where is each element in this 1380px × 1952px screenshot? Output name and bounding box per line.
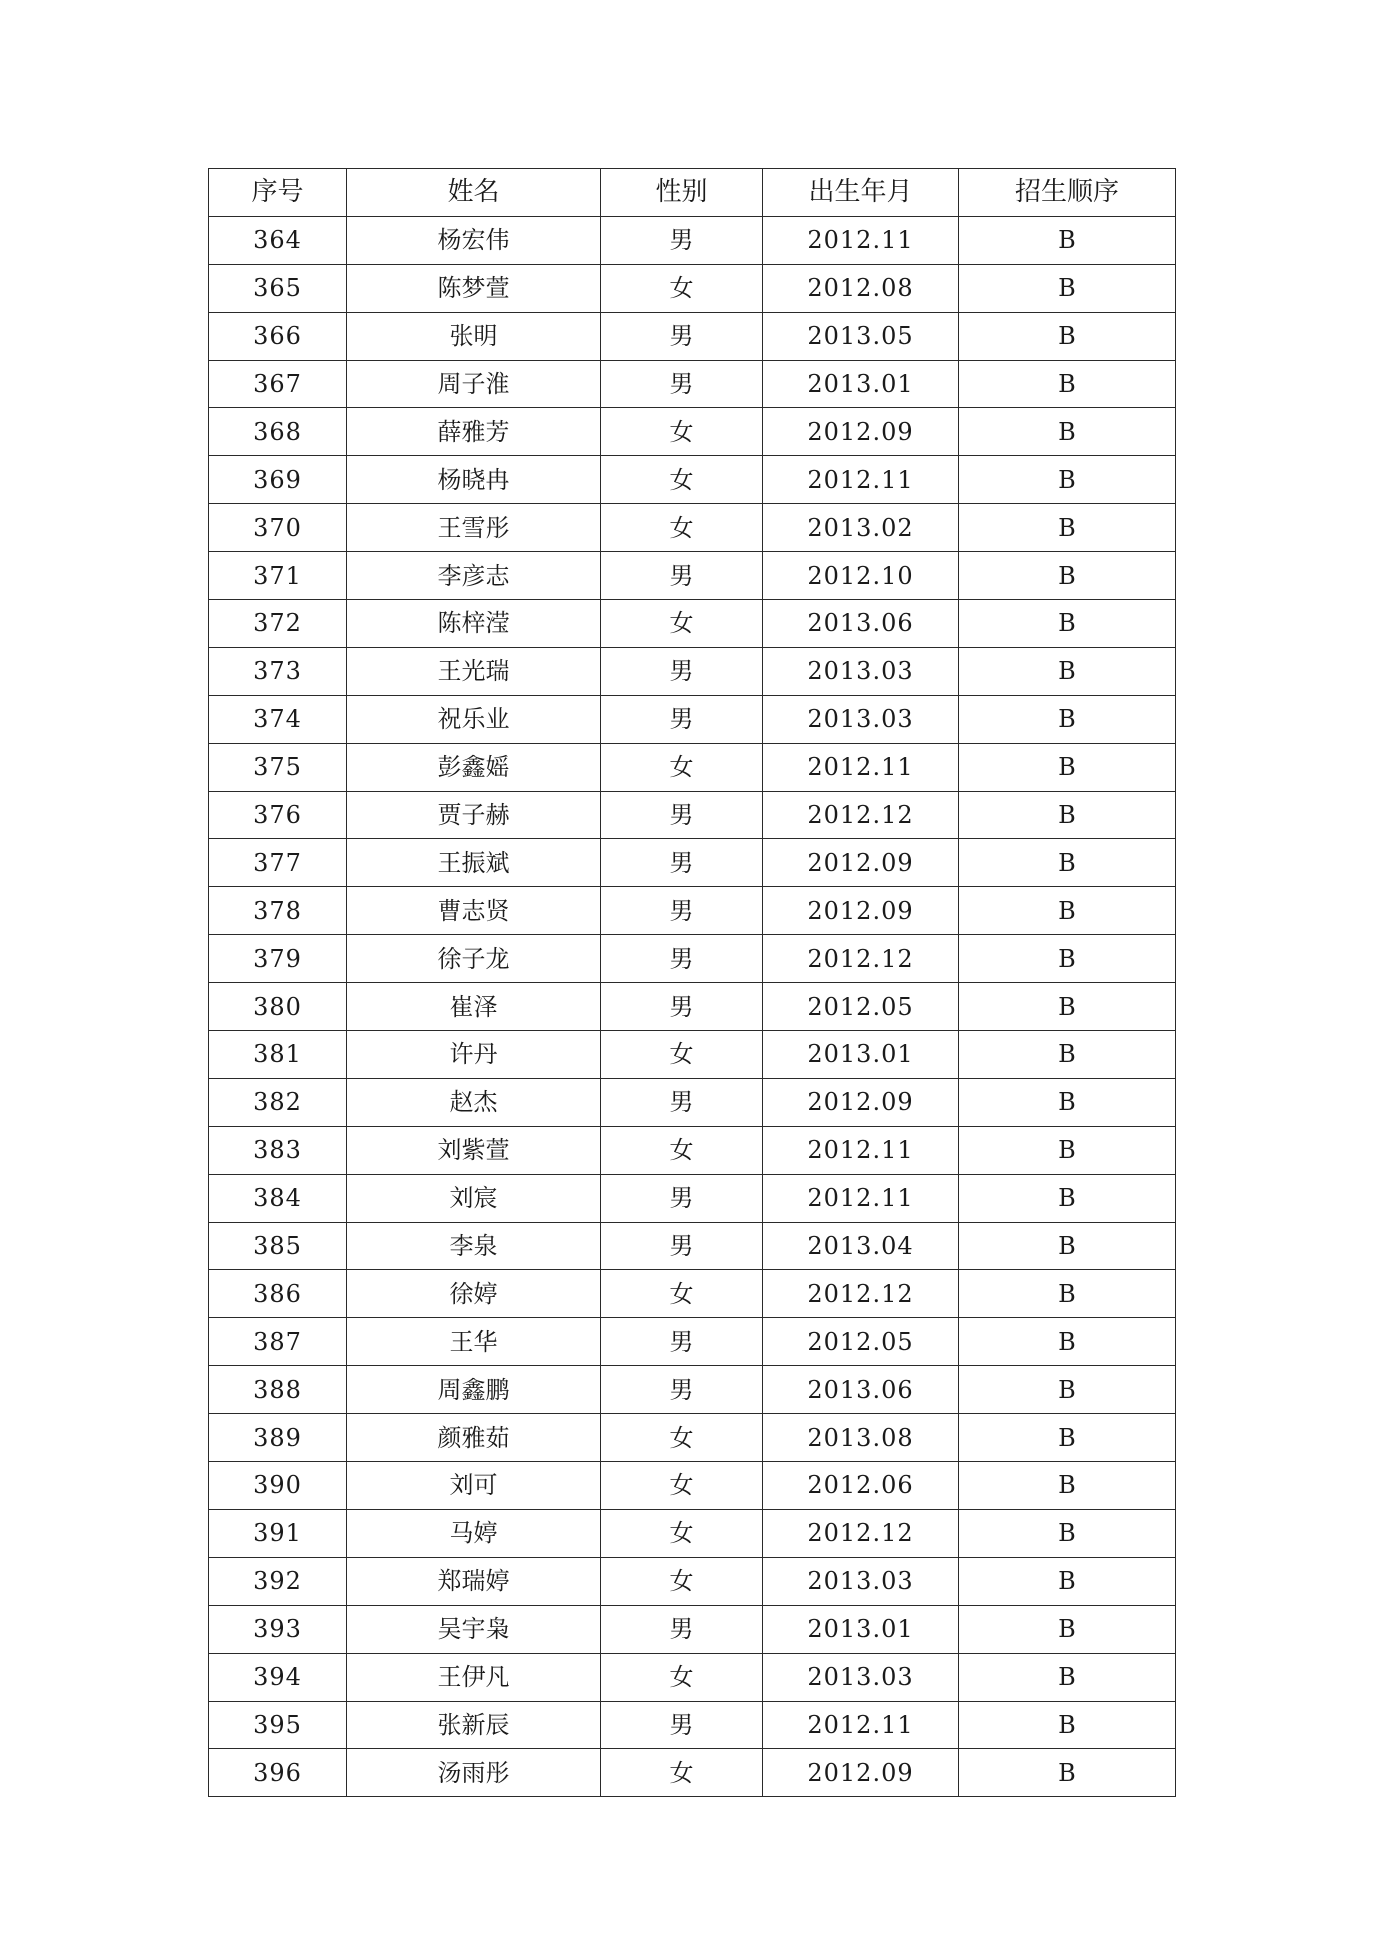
cell-birth-date: 2012.05	[763, 983, 959, 1031]
cell-gender: 女	[601, 1270, 763, 1318]
cell-name: 祝乐业	[347, 695, 601, 743]
cell-birth-date: 2012.09	[763, 887, 959, 935]
cell-name: 周鑫鹏	[347, 1366, 601, 1414]
cell-birth-date: 2013.02	[763, 504, 959, 552]
cell-admission-order: B	[959, 504, 1176, 552]
cell-gender: 男	[601, 887, 763, 935]
cell-birth-date: 2013.03	[763, 1557, 959, 1605]
cell-name: 杨宏伟	[347, 216, 601, 264]
cell-serial-number: 381	[209, 1031, 347, 1079]
cell-serial-number: 367	[209, 360, 347, 408]
cell-admission-order: B	[959, 1174, 1176, 1222]
cell-admission-order: B	[959, 1031, 1176, 1079]
table-row	[209, 1701, 1176, 1749]
cell-birth-date: 2012.05	[763, 1318, 959, 1366]
cell-birth-date: 2013.06	[763, 600, 959, 648]
cell-serial-number: 377	[209, 839, 347, 887]
cell-serial-number: 389	[209, 1414, 347, 1462]
cell-name: 崔泽	[347, 983, 601, 1031]
cell-name: 汤雨彤	[347, 1749, 601, 1797]
cell-serial-number: 372	[209, 600, 347, 648]
cell-admission-order: B	[959, 1509, 1176, 1557]
header-serial-number: 序号	[209, 169, 347, 217]
cell-serial-number: 385	[209, 1222, 347, 1270]
cell-birth-date: 2012.11	[763, 456, 959, 504]
cell-admission-order: B	[959, 983, 1176, 1031]
header-birth-date: 出生年月	[763, 169, 959, 217]
cell-birth-date: 2012.09	[763, 408, 959, 456]
cell-admission-order: B	[959, 1557, 1176, 1605]
cell-admission-order: B	[959, 264, 1176, 312]
header-gender: 性别	[601, 169, 763, 217]
cell-gender: 男	[601, 1174, 763, 1222]
cell-serial-number: 392	[209, 1557, 347, 1605]
cell-gender: 男	[601, 839, 763, 887]
cell-gender: 女	[601, 1126, 763, 1174]
table-row	[209, 552, 1176, 600]
cell-gender: 男	[601, 1605, 763, 1653]
cell-admission-order: B	[959, 887, 1176, 935]
cell-admission-order: B	[959, 1078, 1176, 1126]
cell-admission-order: B	[959, 743, 1176, 791]
cell-birth-date: 2012.11	[763, 743, 959, 791]
cell-admission-order: B	[959, 1653, 1176, 1701]
cell-admission-order: B	[959, 1701, 1176, 1749]
cell-gender: 男	[601, 1078, 763, 1126]
table-row	[209, 1318, 1176, 1366]
cell-serial-number: 380	[209, 983, 347, 1031]
cell-admission-order: B	[959, 791, 1176, 839]
table-row	[209, 647, 1176, 695]
cell-name: 王华	[347, 1318, 601, 1366]
cell-birth-date: 2013.03	[763, 647, 959, 695]
header-name: 姓名	[347, 169, 601, 217]
cell-serial-number: 374	[209, 695, 347, 743]
cell-name: 马婷	[347, 1509, 601, 1557]
cell-gender: 男	[601, 1366, 763, 1414]
cell-name: 吴宇枭	[347, 1605, 601, 1653]
cell-gender: 女	[601, 1749, 763, 1797]
cell-admission-order: B	[959, 1222, 1176, 1270]
cell-name: 周子淮	[347, 360, 601, 408]
cell-serial-number: 368	[209, 408, 347, 456]
cell-gender: 女	[601, 504, 763, 552]
cell-gender: 男	[601, 1318, 763, 1366]
cell-admission-order: B	[959, 408, 1176, 456]
cell-name: 王伊凡	[347, 1653, 601, 1701]
cell-admission-order: B	[959, 552, 1176, 600]
table-body	[209, 216, 1176, 1796]
cell-gender: 男	[601, 935, 763, 983]
cell-birth-date: 2013.08	[763, 1414, 959, 1462]
cell-serial-number: 375	[209, 743, 347, 791]
cell-gender: 女	[601, 1414, 763, 1462]
cell-gender: 女	[601, 743, 763, 791]
cell-name: 刘可	[347, 1462, 601, 1510]
cell-name: 刘紫萱	[347, 1126, 601, 1174]
cell-gender: 男	[601, 216, 763, 264]
cell-birth-date: 2012.09	[763, 1078, 959, 1126]
table-row	[209, 312, 1176, 360]
cell-gender: 女	[601, 1462, 763, 1510]
cell-name: 王振斌	[347, 839, 601, 887]
cell-serial-number: 386	[209, 1270, 347, 1318]
cell-name: 陈梓滢	[347, 600, 601, 648]
cell-birth-date: 2013.03	[763, 695, 959, 743]
cell-admission-order: B	[959, 600, 1176, 648]
table-row	[209, 1366, 1176, 1414]
table-row	[209, 1270, 1176, 1318]
cell-birth-date: 2012.12	[763, 791, 959, 839]
cell-name: 张新辰	[347, 1701, 601, 1749]
cell-admission-order: B	[959, 1749, 1176, 1797]
cell-admission-order: B	[959, 1318, 1176, 1366]
cell-gender: 男	[601, 791, 763, 839]
cell-gender: 女	[601, 408, 763, 456]
cell-serial-number: 394	[209, 1653, 347, 1701]
cell-admission-order: B	[959, 360, 1176, 408]
cell-serial-number: 371	[209, 552, 347, 600]
cell-birth-date: 2012.08	[763, 264, 959, 312]
table-row	[209, 791, 1176, 839]
table-row	[209, 1126, 1176, 1174]
cell-birth-date: 2013.01	[763, 1031, 959, 1079]
cell-admission-order: B	[959, 312, 1176, 360]
cell-gender: 男	[601, 1222, 763, 1270]
table-row	[209, 887, 1176, 935]
table-row	[209, 264, 1176, 312]
cell-serial-number: 364	[209, 216, 347, 264]
table-row	[209, 360, 1176, 408]
cell-admission-order: B	[959, 935, 1176, 983]
table-row	[209, 408, 1176, 456]
table-row	[209, 600, 1176, 648]
cell-gender: 女	[601, 264, 763, 312]
cell-serial-number: 370	[209, 504, 347, 552]
cell-birth-date: 2012.11	[763, 1126, 959, 1174]
cell-name: 贾子赫	[347, 791, 601, 839]
table-row	[209, 935, 1176, 983]
cell-serial-number: 383	[209, 1126, 347, 1174]
cell-serial-number: 391	[209, 1509, 347, 1557]
cell-name: 王雪彤	[347, 504, 601, 552]
cell-serial-number: 382	[209, 1078, 347, 1126]
cell-birth-date: 2013.01	[763, 360, 959, 408]
cell-birth-date: 2012.11	[763, 1701, 959, 1749]
table-row	[209, 1509, 1176, 1557]
table-row	[209, 743, 1176, 791]
cell-serial-number: 395	[209, 1701, 347, 1749]
cell-admission-order: B	[959, 1414, 1176, 1462]
cell-name: 李泉	[347, 1222, 601, 1270]
cell-gender: 男	[601, 647, 763, 695]
cell-serial-number: 393	[209, 1605, 347, 1653]
table-header-row	[209, 169, 1176, 217]
table-row	[209, 1605, 1176, 1653]
cell-serial-number: 376	[209, 791, 347, 839]
cell-name: 徐子龙	[347, 935, 601, 983]
table-row	[209, 695, 1176, 743]
cell-admission-order: B	[959, 1462, 1176, 1510]
cell-gender: 女	[601, 1653, 763, 1701]
cell-name: 彭鑫媱	[347, 743, 601, 791]
cell-birth-date: 2012.10	[763, 552, 959, 600]
cell-serial-number: 378	[209, 887, 347, 935]
table-row	[209, 1749, 1176, 1797]
header-admission-order: 招生顺序	[959, 169, 1176, 217]
table-row	[209, 1078, 1176, 1126]
cell-name: 郑瑞婷	[347, 1557, 601, 1605]
cell-birth-date: 2012.12	[763, 1270, 959, 1318]
cell-serial-number: 365	[209, 264, 347, 312]
cell-gender: 男	[601, 360, 763, 408]
table-row	[209, 216, 1176, 264]
table-row	[209, 504, 1176, 552]
cell-gender: 女	[601, 1557, 763, 1605]
table-row	[209, 839, 1176, 887]
cell-name: 刘宸	[347, 1174, 601, 1222]
cell-serial-number: 396	[209, 1749, 347, 1797]
cell-gender: 女	[601, 1031, 763, 1079]
cell-admission-order: B	[959, 1605, 1176, 1653]
cell-serial-number: 387	[209, 1318, 347, 1366]
table-row	[209, 1462, 1176, 1510]
cell-gender: 男	[601, 312, 763, 360]
table-row	[209, 1222, 1176, 1270]
table-row	[209, 1174, 1176, 1222]
cell-admission-order: B	[959, 1126, 1176, 1174]
cell-serial-number: 384	[209, 1174, 347, 1222]
cell-name: 徐婷	[347, 1270, 601, 1318]
cell-admission-order: B	[959, 647, 1176, 695]
table-row	[209, 1031, 1176, 1079]
cell-birth-date: 2012.06	[763, 1462, 959, 1510]
cell-name: 李彦志	[347, 552, 601, 600]
cell-birth-date: 2012.09	[763, 1749, 959, 1797]
cell-birth-date: 2012.11	[763, 1174, 959, 1222]
table-row	[209, 1653, 1176, 1701]
cell-name: 薛雅芳	[347, 408, 601, 456]
cell-gender: 男	[601, 983, 763, 1031]
cell-birth-date: 2012.12	[763, 1509, 959, 1557]
cell-admission-order: B	[959, 1270, 1176, 1318]
cell-serial-number: 366	[209, 312, 347, 360]
cell-serial-number: 379	[209, 935, 347, 983]
cell-gender: 男	[601, 552, 763, 600]
cell-name: 许丹	[347, 1031, 601, 1079]
table-row	[209, 1414, 1176, 1462]
cell-birth-date: 2012.11	[763, 216, 959, 264]
cell-name: 张明	[347, 312, 601, 360]
cell-gender: 男	[601, 695, 763, 743]
table-row	[209, 456, 1176, 504]
cell-admission-order: B	[959, 695, 1176, 743]
cell-name: 杨晓冉	[347, 456, 601, 504]
cell-serial-number: 369	[209, 456, 347, 504]
student-roster-table	[208, 168, 1176, 1797]
cell-name: 赵杰	[347, 1078, 601, 1126]
cell-birth-date: 2012.12	[763, 935, 959, 983]
cell-birth-date: 2013.01	[763, 1605, 959, 1653]
cell-gender: 女	[601, 600, 763, 648]
cell-birth-date: 2013.04	[763, 1222, 959, 1270]
cell-serial-number: 390	[209, 1462, 347, 1510]
cell-gender: 女	[601, 1509, 763, 1557]
cell-birth-date: 2013.03	[763, 1653, 959, 1701]
cell-gender: 女	[601, 456, 763, 504]
cell-serial-number: 388	[209, 1366, 347, 1414]
cell-name: 王光瑞	[347, 647, 601, 695]
cell-admission-order: B	[959, 1366, 1176, 1414]
cell-birth-date: 2013.06	[763, 1366, 959, 1414]
cell-gender: 男	[601, 1701, 763, 1749]
cell-serial-number: 373	[209, 647, 347, 695]
cell-name: 颜雅茹	[347, 1414, 601, 1462]
cell-birth-date: 2012.09	[763, 839, 959, 887]
cell-admission-order: B	[959, 839, 1176, 887]
cell-admission-order: B	[959, 456, 1176, 504]
cell-admission-order: B	[959, 216, 1176, 264]
cell-name: 曹志贤	[347, 887, 601, 935]
table-row	[209, 983, 1176, 1031]
cell-birth-date: 2013.05	[763, 312, 959, 360]
table-row	[209, 1557, 1176, 1605]
cell-name: 陈梦萱	[347, 264, 601, 312]
